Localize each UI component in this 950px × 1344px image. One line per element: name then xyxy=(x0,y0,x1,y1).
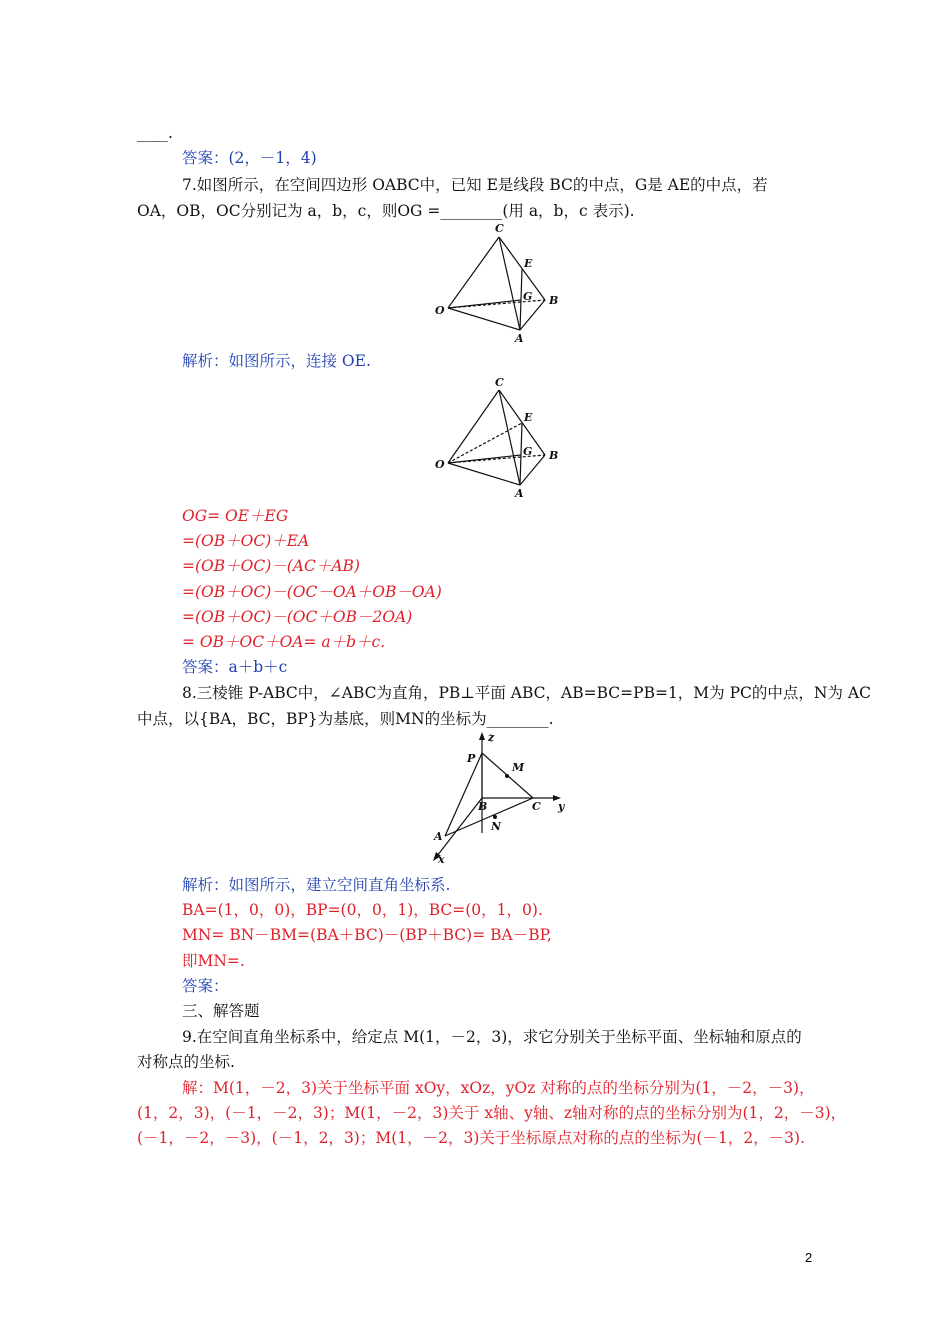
label-C: C xyxy=(532,800,541,813)
blank-line: ____. xyxy=(137,124,173,142)
label-A: A xyxy=(515,332,524,345)
solution-7-step3: =(OB＋OC)－(AC＋AB) xyxy=(182,557,360,575)
question-8-line1: 8.三棱锥 P-ABC中，∠ABC为直角，PB⊥平面 ABC，AB=BC=PB=1，M为 PC的中点，N为 AC xyxy=(182,684,871,702)
question-9-line2: 对称点的坐标. xyxy=(137,1053,235,1071)
label-x-axis: x xyxy=(438,853,445,866)
solution-7-step4: =(OB＋OC)－(OC－OA＋OB－OA) xyxy=(182,583,442,601)
pyramid-coordinate-figure xyxy=(425,728,575,868)
solution-8-step1: BA=(1，0，0)，BP=(0，0，1)，BC=(0，1，0). xyxy=(182,901,543,919)
solution-9-line1: 解：M(1，－2，3)关于坐标平面 xOy，xOz，yOz 对称的点的坐标分别为(1，－2，－3)， xyxy=(182,1079,815,1097)
label-N: N xyxy=(491,820,502,833)
label-G: G xyxy=(523,290,533,303)
solution-8-step3: 即MN=. xyxy=(182,952,245,970)
solution-7-intro: 解析：如图所示，连接 OE. xyxy=(182,352,371,370)
solution-9-line3: (－1，－2，－3)，(－1，2，3)；M(1，－2，3)关于坐标原点对称的点的坐标为(－1，2，－3). xyxy=(137,1129,806,1147)
label-B: B xyxy=(478,800,488,813)
solution-9-line2: (1，2，3)，(－1，－2，3)；M(1，－2，3)关于 x轴、y轴、z轴对称的点的坐标分别为(1，2，－3)， xyxy=(137,1104,847,1122)
answer-6: 答案：(2，－1，4) xyxy=(182,149,317,167)
question-7-line2: OA，OB，OC分别记为 a，b，c，则OG =________(用 a，b，c 表示). xyxy=(137,202,635,220)
label-C: C xyxy=(495,222,504,235)
label-G: G xyxy=(523,445,533,458)
point-M xyxy=(505,774,509,778)
solution-7-step5: =(OB＋OC)－(OC＋OB－2OA) xyxy=(182,608,413,626)
solution-8-step2: MN= BN－BM=(BA＋BC)－(BP＋BC)= BA－BP, xyxy=(182,926,552,944)
label-P: P xyxy=(467,752,476,765)
label-z-axis: z xyxy=(488,731,495,744)
label-O: O xyxy=(435,304,445,317)
page-number: 2 xyxy=(805,1250,813,1265)
label-B: B xyxy=(549,449,559,462)
label-B: B xyxy=(549,294,559,307)
label-C: C xyxy=(495,376,504,389)
answer-8: 答案： xyxy=(182,977,229,995)
tetrahedron-figure-2 xyxy=(425,373,565,503)
label-A: A xyxy=(515,487,524,500)
question-9-line1: 9.在空间直角坐标系中，给定点 M(1，－2，3)，求它分别关于坐标平面、坐标轴和原点的 xyxy=(182,1028,802,1046)
label-E: E xyxy=(524,257,533,270)
solution-7-step1: OG= OE＋EG xyxy=(182,507,289,525)
label-O: O xyxy=(435,458,445,471)
label-E: E xyxy=(524,411,533,424)
question-8-line2: 中点，以{BA，BC，BP}为基底，则MN的坐标为________. xyxy=(137,710,554,728)
label-M: M xyxy=(512,761,525,774)
solution-7-step2: =(OB＋OC)＋EA xyxy=(182,532,310,550)
answer-7: 答案：a＋b＋c xyxy=(182,658,288,676)
solution-7-step6: = OB＋OC＋OA= a＋b＋c. xyxy=(182,633,386,651)
label-A: A xyxy=(434,830,443,843)
label-y-axis: y xyxy=(558,800,565,813)
question-7-line1: 7.如图所示，在空间四边形 OABC中，已知 E是线段 BC的中点，G是 AE的中点，若 xyxy=(182,176,768,194)
solution-8-intro: 解析：如图所示，建立空间直角坐标系. xyxy=(182,876,451,894)
tetrahedron-figure-1 xyxy=(425,220,565,345)
section-heading: 三、解答题 xyxy=(182,1002,260,1020)
point-N xyxy=(493,815,497,819)
